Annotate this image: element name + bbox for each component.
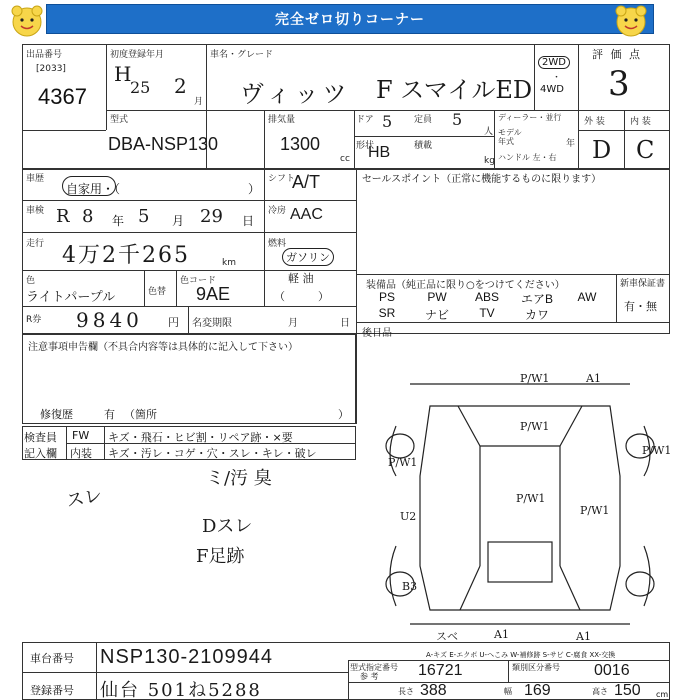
color-code-label: 色コード	[180, 276, 217, 286]
equipment-item: SR	[378, 306, 396, 320]
equipment-item: AW	[577, 290, 597, 304]
score-label: 評 価 点	[592, 48, 642, 61]
damage-mark: A1	[576, 630, 591, 643]
length-label: 長さ	[398, 687, 414, 696]
damage-mark: P/W1	[642, 444, 672, 457]
repair-value: 有	[104, 408, 115, 421]
damage-mark: P/W1	[520, 420, 550, 433]
type-cert-label: 型式指定番号	[350, 663, 398, 672]
damage-mark: P/W1	[388, 456, 418, 469]
color-change-label: 色替	[148, 287, 167, 297]
ac-label: 冷房	[268, 206, 287, 216]
dealer-label: ディーラー・並行	[498, 113, 562, 122]
shape-label: 形状	[356, 141, 375, 151]
later-items-label: 後日品	[362, 328, 392, 339]
car-grade: F スマイルED	[376, 76, 533, 104]
inspector-fw: FW	[72, 429, 90, 442]
name-change-month: 月	[288, 318, 298, 329]
damage-mark: P/W1	[516, 492, 546, 505]
door-value: 5	[382, 112, 393, 131]
displacement-value: 1300	[280, 134, 321, 154]
handwritten-note-5: F足跡	[196, 546, 245, 567]
history-value: 自家用・（	[66, 182, 121, 196]
handwritten-note-1: ミ/汚 臭	[206, 468, 272, 489]
sales-point-label: セールスポイント（正常に機能するものに限ります）	[362, 174, 602, 185]
equipment-item: PW	[427, 290, 447, 304]
score-value: 3	[608, 64, 630, 104]
repair-location-close: ）	[338, 408, 349, 421]
kg-unit: kg	[484, 156, 495, 166]
handwritten-note-3: Dスレ	[202, 516, 253, 537]
color-label: 色	[26, 276, 36, 286]
damage-mark: P/W1	[520, 372, 550, 385]
equipment-label: 装備品（純正品に限り○をつけてください）	[366, 280, 565, 291]
color-value: ライトパープル	[26, 290, 116, 305]
drive-2wd: 2WD	[538, 56, 570, 69]
notes-label: 注意事項申告欄（不具合内容等は具体的に記入して下さい）	[28, 342, 298, 353]
interior-grade: C	[636, 136, 655, 164]
inspection-label: 車検	[26, 206, 45, 216]
recycle-value: 9840	[76, 308, 143, 332]
equipment-item: ナビ	[424, 308, 449, 322]
inspection-day-unit: 日	[242, 214, 255, 228]
model-year-label: モデル 年式	[498, 128, 522, 146]
chassis-value: NSP130-2109944	[100, 646, 274, 668]
shift-value: A/T	[292, 172, 321, 192]
interior-label: 内 装	[630, 117, 651, 127]
inspector-interior: 内装	[70, 447, 92, 460]
mileage-label: 走行	[26, 239, 45, 249]
load-label: 積載	[414, 141, 433, 151]
fuel-paren: （ ）	[274, 290, 329, 303]
damage-mark: A1	[494, 628, 509, 641]
capacity-value: 5	[452, 110, 463, 129]
cc-unit: cc	[340, 154, 350, 164]
damage-mark: P/W1	[580, 504, 610, 517]
door-label: ドア	[356, 115, 374, 125]
inspector-label-2: 記入欄	[24, 447, 57, 460]
class-value: 0016	[594, 662, 630, 679]
type-cert-value: 16721	[418, 662, 463, 679]
exterior-grade: D	[592, 136, 612, 164]
type-cert-ref: 参 考	[360, 672, 379, 681]
inspection-month: 5	[138, 206, 150, 227]
repair-location-open: （箇所	[124, 408, 157, 421]
mascot-left-icon	[10, 4, 44, 38]
inspection-era: R	[56, 206, 70, 227]
inspection-year: 8	[82, 206, 94, 227]
diagram-legend: A-キズ E-エクボ U-へこみ W-補修跡 S-サビ C-腐食 XX-交換	[426, 651, 616, 659]
inspection-day: 29	[200, 206, 223, 227]
model-label: 型式	[110, 115, 129, 125]
year-unit: 年	[566, 139, 576, 149]
handle-label: ハンドル 左・右	[498, 153, 557, 162]
car-name: ヴィッツ	[240, 80, 351, 108]
history-label: 車歴	[26, 174, 45, 184]
drive-4wd: 4WD	[540, 84, 564, 95]
capacity-label: 定員	[414, 115, 433, 125]
repair-label: 修復歴	[40, 408, 73, 421]
history-circle	[62, 176, 116, 196]
warranty-value: 有・無	[624, 300, 657, 313]
exterior-label: 外 装	[584, 117, 605, 127]
plate-value: 仙台 501ね5288	[100, 680, 262, 700]
car-name-label: 車名・グレード	[210, 50, 274, 60]
color-code-value: 9AE	[196, 284, 231, 304]
inspection-month-unit: 月	[172, 214, 185, 228]
height-value: 150	[614, 682, 641, 699]
damage-mark: A1	[586, 372, 601, 385]
yen-unit: 円	[168, 316, 179, 329]
mascot-right-icon	[614, 4, 648, 38]
warranty-label: 新車保証書	[620, 279, 666, 289]
inspector-fw-text: キズ・飛石・ヒビ割・リペア跡・×要	[108, 431, 293, 444]
width-label: 幅	[504, 687, 512, 696]
equipment-item: ABS	[474, 290, 499, 304]
capacity-unit: 人	[484, 127, 494, 137]
height-label: 高さ	[592, 687, 608, 696]
recycle-label: R券	[26, 315, 42, 325]
length-value: 388	[420, 682, 447, 699]
history-close: ）	[248, 182, 261, 196]
class-label: 類別区分番号	[512, 663, 560, 672]
fuel-diesel: 軽 油	[288, 272, 314, 285]
shape-value: HB	[368, 144, 391, 161]
damage-mark: U2	[400, 510, 417, 523]
first-reg-era: H	[114, 62, 132, 86]
mileage-value: 4万2千265	[62, 243, 190, 268]
displacement-label: 排気量	[268, 115, 296, 125]
first-reg-label: 初度登録年月	[110, 50, 165, 60]
cm-unit: cm	[656, 690, 669, 699]
fuel-gasoline: ガソリン	[282, 248, 334, 266]
width-value: 169	[524, 682, 551, 699]
model-value: DBA-NSP130	[108, 134, 219, 154]
equipment-item: PS	[378, 290, 395, 304]
handwritten-note-2: スレ	[64, 485, 104, 512]
inspector-interior-text: キズ・汚レ・コゲ・穴・スレ・キレ・破レ	[108, 447, 317, 460]
lot-sub: [2033]	[36, 64, 66, 74]
inspector-label: 検査員	[24, 431, 57, 444]
fuel-label: 燃料	[268, 239, 287, 249]
equipment-item: カワ	[524, 308, 549, 322]
lot-number: 4367	[38, 84, 87, 109]
name-change-label: 名変期限	[192, 318, 232, 329]
ac-value: AAC	[290, 206, 323, 223]
chassis-label: 車台番号	[30, 652, 74, 665]
banner-title: 完全ゼロ切りコーナー	[46, 4, 654, 34]
first-reg-month: 2	[174, 74, 187, 98]
lot-label: 出品番号	[26, 50, 63, 60]
inspection-year-unit: 年	[112, 214, 125, 228]
plate-label: 登録番号	[30, 684, 74, 697]
shift-label: シフト	[268, 174, 296, 184]
damage-mark: B3	[402, 580, 418, 593]
drive-dot: ・	[552, 73, 562, 83]
damage-mark: スベ	[436, 630, 458, 643]
km-unit: km	[222, 258, 236, 268]
first-reg-year: 25	[130, 78, 151, 97]
equipment-item: エアB	[520, 292, 553, 306]
name-change-day: 日	[340, 318, 350, 329]
car-damage-diagram	[370, 366, 670, 648]
equipment-item: TV	[479, 306, 495, 320]
month-unit: 月	[194, 97, 204, 107]
